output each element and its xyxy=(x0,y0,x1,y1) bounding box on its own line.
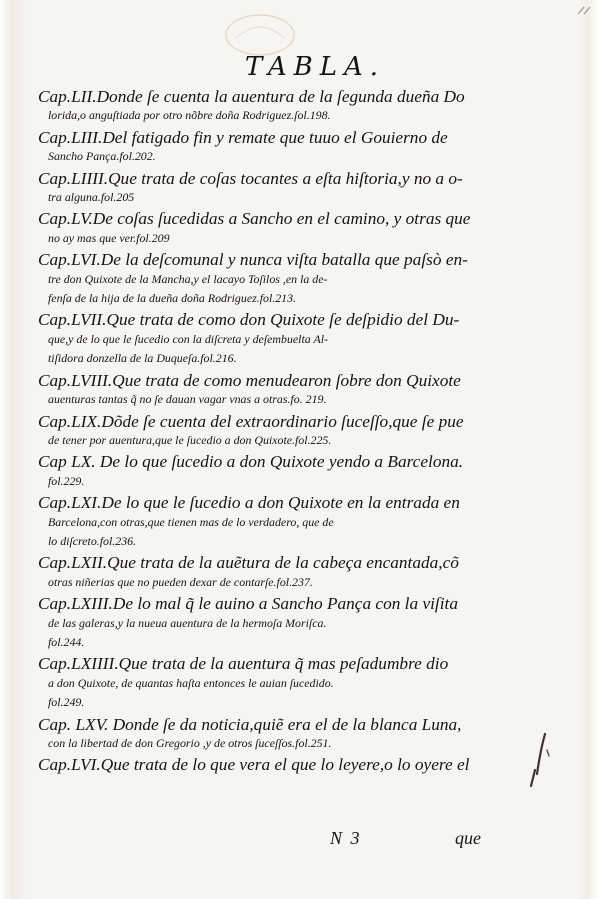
corner-mark xyxy=(576,4,596,18)
toc-entry-line: Cap.LVI.Que trata de lo que vera el que lo leyere,o lo oyere el xyxy=(38,755,470,775)
toc-entry-line: no ay mas que ver.fol.209 xyxy=(48,230,170,245)
toc-entry-line: tiſidora donzella de la Duqueſa.fol.216. xyxy=(48,351,237,366)
toc-entry-line: Cap.LII.Donde ſe cuenta la auentura de la ſegunda dueña Do xyxy=(38,87,465,106)
toc-entry xyxy=(38,493,490,551)
toc-entry-line: Cap.LXIIII.Que trata de la auentura q̃ mas peſadumbre dio xyxy=(38,654,449,674)
signature-mark: N 3 xyxy=(330,828,362,848)
table-of-contents xyxy=(38,87,490,777)
toc-entry-line: que,y de lo que le ſucedio con la diſcreta y deſembuelta Al- xyxy=(48,331,328,346)
toc-entry-line: tra alguna.fol.205 xyxy=(48,190,135,205)
toc-entry-line: con la libertad de don Gregorio ,y de otros ſuceſſos.fol.251. xyxy=(48,736,332,750)
toc-entry-line: fol.244. xyxy=(48,634,85,649)
toc-entry xyxy=(38,594,490,652)
toc-entry xyxy=(38,412,490,451)
toc-entry-line: Sancho Pança.fol.202. xyxy=(48,149,156,164)
toc-entry xyxy=(38,654,490,712)
toc-entry xyxy=(38,87,490,126)
toc-entry-line: Cap.LV.De coſas ſucedidas a Sancho en el camino, y otras que xyxy=(38,209,471,229)
toc-entry xyxy=(38,755,490,774)
toc-entry xyxy=(38,209,490,248)
page-edge-shadow xyxy=(578,0,600,899)
toc-entry-line: a don Quixote, de quantas haſta entonces le auian ſucedido. xyxy=(48,675,334,690)
toc-entry xyxy=(38,452,490,491)
toc-entry-line: Barcelona,con otras,que tienen mas de lo verdadero, que de xyxy=(48,514,334,529)
toc-entry xyxy=(38,371,490,410)
toc-entry-line: Cap. LXV. Donde ſe da noticia,quiẽ era el de la blanca Luna, xyxy=(38,714,462,734)
toc-entry xyxy=(38,715,490,754)
toc-entry xyxy=(38,250,490,308)
toc-entry-line: Cap.LXII.Que trata de la auẽtura de la cabeça encantada,cõ xyxy=(38,553,459,573)
toc-entry-line: Cap.LXI.De lo que le ſucedio a don Quixote en la entrada en xyxy=(38,493,460,513)
toc-entry-line: Cap.LIIII.Que trata de coſas tocantes a eſta hiſtoria,y no a o- xyxy=(38,168,463,188)
toc-entry-line: tre don Quixote de la Mancha,y el lacayo Toſilos ,en la de- xyxy=(48,271,328,286)
toc-entry xyxy=(38,310,490,368)
toc-entry-line: otras niñerias que no pueden dexar de contarſe.fol.237. xyxy=(48,574,313,589)
toc-entry-line: de las galeras,y la nueua auentura de la hermoſa Moriſca. xyxy=(48,615,327,630)
ink-mark xyxy=(525,730,555,790)
toc-entry xyxy=(38,128,490,167)
toc-entry-line: de tener por auentura,que le ſucedio a don Quixote.fol.225. xyxy=(48,432,332,447)
toc-entry-line: fenſa de la hija de la dueña doña Rodriguez.fol.213. xyxy=(48,291,297,306)
toc-entry-line: lorida,o anguſtiada por otro nõbre doña Rodriguez.ſol.198. xyxy=(48,108,331,123)
toc-entry-line: Cap LX. De lo que ſucedio a don Quixote yendo a Barcelona. xyxy=(38,452,464,472)
page-title: TABLA. xyxy=(244,52,386,82)
toc-entry-line: Cap.LVIII.Que trata de como menudearon ſobre don Quixote xyxy=(38,370,461,390)
toc-entry-line: lo diſcreto.fol.236. xyxy=(48,533,137,548)
toc-entry-line: Cap.LVII.Que trata de como don Quixote ſe deſpidio del Du- xyxy=(38,310,460,330)
toc-entry-line: Cap.LXIII.De lo mal q̃ le auino a Sancho Pança con la viſita xyxy=(38,594,458,614)
toc-entry-line: fol.229. xyxy=(48,473,85,488)
toc-entry-line: Cap.LVI.De la deſcomunal y nunca viſta batalla que paſsò en- xyxy=(38,250,468,270)
toc-entry-line: Cap.LIX.Dõde ſe cuenta del extraordinario ſuceſſo,que ſe pue xyxy=(38,411,464,431)
toc-entry-line: Cap.LIII.Del fatigado fin y remate que tuuo el Gouierno de xyxy=(38,127,448,147)
toc-entry xyxy=(38,553,490,592)
page-gutter-shadow xyxy=(0,0,26,899)
catchword: que xyxy=(455,828,481,848)
toc-entry-line: fol.249. xyxy=(48,695,85,710)
toc-entry xyxy=(38,169,490,208)
toc-entry-line: auenturas tantas q̃ no ſe dauan vagar vnas a otras.fo. 219. xyxy=(48,392,327,407)
